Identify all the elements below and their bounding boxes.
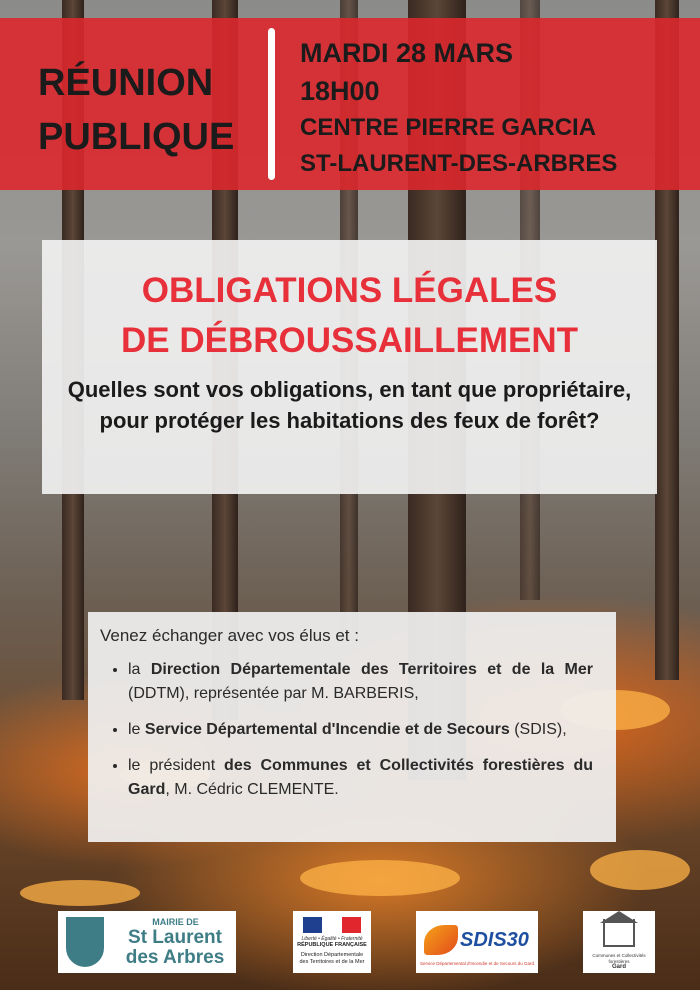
topic-panel — [42, 240, 657, 494]
header-divider — [268, 28, 275, 180]
mairie-label: MAIRIE DE — [152, 917, 199, 927]
participant-list — [88, 658, 593, 814]
sdis-logo — [416, 911, 538, 973]
ember — [590, 850, 690, 890]
event-venue: CENTRE PIERRE GARCIA — [300, 114, 597, 141]
mairie-name-line2: des Arbres — [125, 947, 225, 968]
item-prefix: le — [128, 721, 145, 738]
house-icon — [603, 919, 635, 947]
mairie-logo — [58, 911, 236, 973]
event-type-line2: PUBLIQUE — [38, 116, 235, 158]
event-time: 18H00 — [300, 76, 380, 106]
item-prefix: la — [128, 661, 151, 678]
communes-caption: Communes et Collectivités forestières — [592, 953, 646, 964]
item-organization: Service Départemental d'Incendie et de Secours — [144, 721, 510, 738]
event-date: MARDI 28 MARS — [300, 38, 514, 68]
event-type — [38, 56, 258, 164]
item-prefix: le président — [128, 757, 225, 774]
event-town: ST-LAURENT-DES-ARBRES — [300, 150, 618, 177]
ember — [20, 880, 140, 906]
flame-icon — [424, 925, 458, 955]
list-item — [128, 658, 593, 706]
communes-gard: Gard — [611, 964, 626, 970]
sdis-caption: Service Départemental d'Incendie et de Secours du Gard — [420, 961, 534, 966]
item-organization: des Communes et Collectivités forestières du Gard — [128, 757, 593, 798]
rf-department: Direction Départementale des Territoires et de la Mer — [299, 952, 365, 965]
prefecture-logo — [293, 911, 371, 973]
event-type-line1: RÉUNION — [38, 62, 214, 104]
list-item — [128, 754, 593, 802]
topic-title — [42, 266, 657, 366]
topic-subtitle: Quelles sont vos obligations, en tant que propriétaire, pour protéger les habitations des feux de forêt? — [67, 377, 632, 433]
topic-title-line2: DE DÉBROUSSAILLEMENT — [121, 321, 578, 360]
list-item — [128, 718, 593, 742]
french-flag-icon — [303, 917, 361, 933]
communes-forestieres-logo — [583, 911, 655, 973]
mairie-name — [116, 928, 234, 968]
topic-title-line1: OBLIGATIONS LÉGALES — [141, 271, 558, 310]
ember — [300, 860, 460, 896]
event-details — [300, 34, 695, 182]
rf-name: RÉPUBLIQUE FRANÇAISE — [297, 942, 367, 948]
item-organization: Direction Départementale des Territoires et de la Mer — [150, 661, 593, 678]
mairie-name-line1: St Laurent — [128, 927, 222, 948]
info-panel — [88, 612, 616, 842]
item-suffix: , M. Cédric CLEMENTE. — [165, 781, 339, 798]
info-intro: Venez échanger avec vos élus et : — [100, 626, 359, 645]
rf-motto: Liberté • Égalité • Fraternité — [301, 936, 363, 942]
item-suffix: (DDTM), représentée par M. BARBERIS, — [128, 685, 419, 702]
crest-icon — [66, 917, 104, 967]
header-banner — [0, 18, 700, 190]
item-suffix: (SDIS), — [509, 721, 567, 738]
sdis-name: SDIS30 — [460, 929, 529, 951]
